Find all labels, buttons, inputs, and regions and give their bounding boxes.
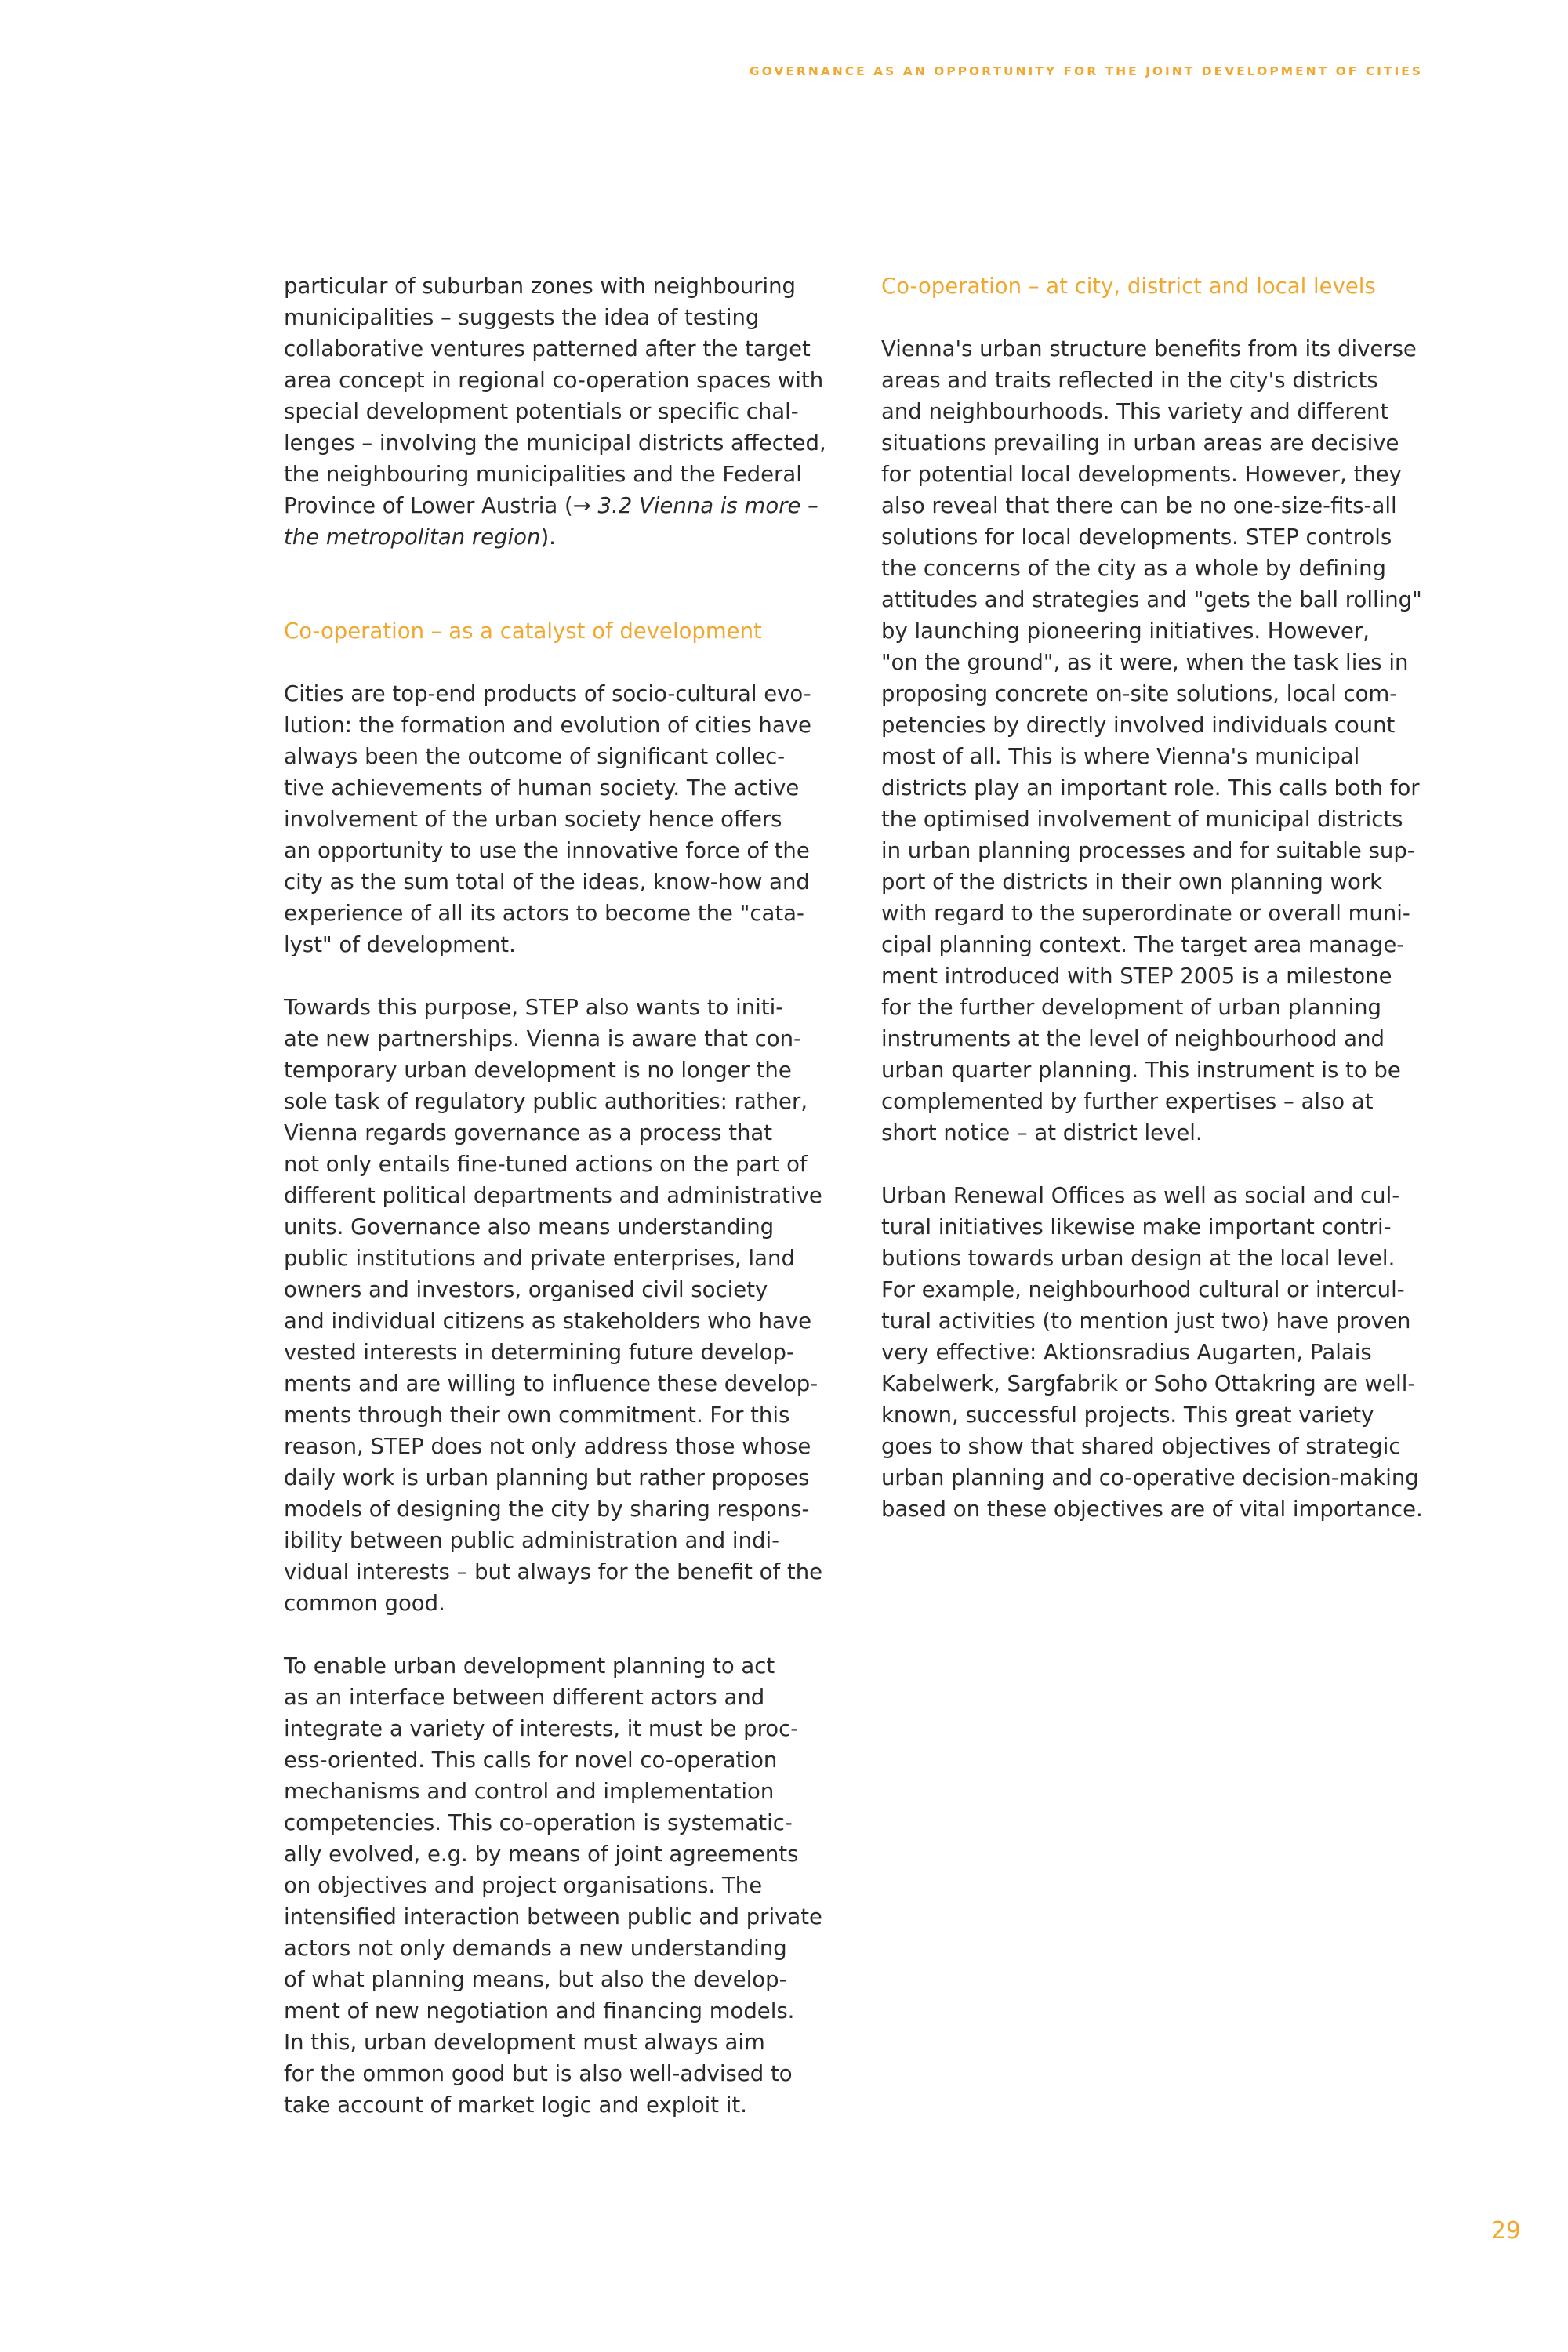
text-line: port of the districts in their own planning work — [881, 869, 1383, 895]
left-column — [284, 270, 833, 2152]
text-line: known, successful projects. This great variety — [881, 1403, 1374, 1428]
right-column — [881, 270, 1433, 1556]
text-line: municipalities – suggests the idea of testing — [284, 305, 760, 330]
cross-reference-line — [284, 521, 833, 553]
text-line: with regard to the superordinate or overall muni- — [881, 901, 1410, 926]
text-line: cipal planning context. The target area manage- — [881, 932, 1405, 957]
text-line: models of designing the city by sharing respons- — [284, 1497, 810, 1522]
text-line: ibility between public administration and indi- — [284, 1528, 780, 1553]
text-line: very effective: Aktionsradius Augarten, Palais — [881, 1340, 1372, 1365]
text-line: Vienna regards governance as a process that — [284, 1120, 773, 1145]
text-line: an opportunity to use the innovative force of the — [284, 838, 810, 863]
text-line: lution: the formation and evolution of cities have — [284, 713, 811, 738]
text-line: intensified interaction between public and private — [284, 1904, 822, 1929]
text-line: competencies. This co-operation is systematic- — [284, 1810, 793, 1835]
text-line: the neighbouring municipalities and the Federal — [284, 462, 802, 487]
text-line: urban quarter planning. This instrument is to be — [881, 1058, 1401, 1083]
text-line: area concept in regional co-operation spaces with — [284, 368, 824, 393]
text-line: Kabelwerk, Sargfabrik or Soho Ottakring are well- — [881, 1371, 1416, 1396]
text-line: daily work is urban planning but rather proposes — [284, 1465, 810, 1490]
section-heading: Co-operation – at city, district and local levels — [881, 274, 1376, 299]
text-line: temporary urban development is no longer the — [284, 1058, 792, 1083]
text-line: lyst" of development. — [284, 932, 516, 957]
text-line: take account of market logic and exploit it. — [284, 2092, 747, 2118]
text-line: sole task of regulatory public authorities: rather, — [284, 1089, 808, 1114]
text-line: experience of all its actors to become the "cata- — [284, 901, 804, 926]
text-line: complemented by further expertises – also at — [881, 1089, 1374, 1114]
text-line: "on the ground", as it were, when the task lies in — [881, 650, 1409, 675]
text-line: ment of new negotiation and financing models. — [284, 1998, 795, 2024]
text-line: vested interests in determining future develop- — [284, 1340, 794, 1365]
text-line: attitudes and strategies and "gets the ball rolling" — [881, 587, 1422, 612]
text-line: To enable urban development planning to act — [284, 1653, 775, 1679]
text-line: goes to show that shared objectives of strategic — [881, 1434, 1401, 1459]
text-line: butions towards urban design at the local level. — [881, 1246, 1396, 1271]
text-line: instruments at the level of neighbourhood and — [881, 1026, 1385, 1051]
cross-reference: → 3.2 Vienna is more – — [572, 493, 818, 518]
text-line: public institutions and private enterprises, land — [284, 1246, 795, 1271]
text-line: ments and are willing to influence these develop- — [284, 1371, 818, 1396]
text-line: based on these objectives are of vital importance. — [881, 1497, 1423, 1522]
text-line: in urban planning processes and for suitable sup- — [881, 838, 1415, 863]
body-paragraph — [284, 678, 833, 960]
text-line: of what planning means, but also the develop- — [284, 1967, 787, 1992]
text-line: units. Governance also means understanding — [284, 1214, 775, 1240]
text-line: owners and investors, organised civil society — [284, 1277, 768, 1302]
text-line: Cities are top-end products of socio-cultural evo- — [284, 681, 811, 706]
text-line: For example, neighbourhood cultural or intercul- — [881, 1277, 1405, 1302]
body-paragraph — [881, 1180, 1433, 1525]
text-line: ally evolved, e.g. by means of joint agreements — [284, 1842, 799, 1867]
section-heading: Co-operation – as a catalyst of development — [284, 619, 762, 644]
text-line: ment introduced with STEP 2005 is a milestone — [881, 964, 1392, 989]
text-line: Towards this purpose, STEP also wants to initi- — [284, 995, 784, 1020]
text-line: actors not only demands a new understanding — [284, 1936, 787, 1961]
text-line: as an interface between different actors and — [284, 1685, 765, 1710]
text-line: situations prevailing in urban areas are decisive — [881, 430, 1399, 456]
text-line: short notice – at district level. — [881, 1120, 1203, 1145]
text-line: particular of suburban zones with neighbouring — [284, 274, 796, 299]
text-fragment: ). — [540, 524, 556, 550]
text-line: collaborative ventures patterned after the target — [284, 336, 811, 361]
text-line: Vienna's urban structure benefits from its diverse — [881, 336, 1417, 361]
text-line: city as the sum total of the ideas, know-how and — [284, 869, 810, 895]
page-number: 29 — [1490, 2217, 1521, 2245]
text-line: the concerns of the city as a whole by defining — [881, 556, 1386, 581]
text-line: the optimised involvement of municipal districts — [881, 807, 1403, 832]
text-line: involvement of the urban society hence offers — [284, 807, 782, 832]
cross-reference-line — [284, 490, 833, 521]
body-paragraph — [284, 1650, 833, 2121]
text-line: solutions for local developments. STEP controls — [881, 524, 1392, 550]
text-line: lenges – involving the municipal districts affected, — [284, 430, 826, 456]
text-line: also reveal that there can be no one-size-fits-all — [881, 493, 1397, 518]
text-line: mechanisms and control and implementation — [284, 1779, 775, 1804]
text-line: integrate a variety of interests, it must be proc- — [284, 1716, 799, 1741]
text-line: In this, urban development must always aim — [284, 2030, 765, 2055]
text-fragment: Province of Lower Austria ( — [284, 493, 573, 518]
text-line: different political departments and administrative — [284, 1183, 822, 1208]
text-line: on objectives and project organisations. The — [284, 1873, 763, 1898]
text-line: always been the outcome of significant collec- — [284, 744, 786, 769]
text-line: by launching pioneering initiatives. However, — [881, 619, 1370, 644]
text-line: common good. — [284, 1591, 445, 1616]
text-line: special development potentials or specific chal- — [284, 399, 799, 424]
text-line: tural initiatives likewise make important contri- — [881, 1214, 1392, 1240]
text-line: areas and traits reflected in the city's districts — [881, 368, 1378, 393]
text-line: petencies by directly involved individuals count — [881, 713, 1396, 738]
text-line: urban planning and co-operative decision-making — [881, 1465, 1419, 1490]
text-line: Urban Renewal Offices as well as social and cul- — [881, 1183, 1400, 1208]
text-line: proposing concrete on-site solutions, local com- — [881, 681, 1398, 706]
text-line: tural activities (to mention just two) have proven — [881, 1308, 1411, 1334]
text-line: ate new partnerships. Vienna is aware that con- — [284, 1026, 801, 1051]
running-head: GOVERNANCE AS AN OPPORTUNITY FOR THE JOINT DEVELOPMENT OF CITIES — [749, 64, 1423, 78]
text-line: districts play an important role. This calls both for — [881, 775, 1420, 800]
text-line: ments through their own commitment. For this — [284, 1403, 790, 1428]
text-line: tive achievements of human society. The active — [284, 775, 800, 800]
text-line: not only entails fine-tuned actions on the part of — [284, 1152, 808, 1177]
text-line: for potential local developments. However, they — [881, 462, 1402, 487]
text-line: reason, STEP does not only address those whose — [284, 1434, 811, 1459]
intro-paragraph — [284, 270, 833, 553]
body-paragraph — [284, 992, 833, 1619]
text-line: for the ommon good but is also well-advised to — [284, 2061, 793, 2086]
text-line: for the further development of urban planning — [881, 995, 1381, 1020]
text-line: vidual interests – but always for the benefit of the — [284, 1559, 823, 1584]
text-line: and neighbourhoods. This variety and different — [881, 399, 1389, 424]
body-paragraph — [881, 333, 1433, 1149]
text-line: ess-oriented. This calls for novel co-operation — [284, 1748, 778, 1773]
text-line: most of all. This is where Vienna's municipal — [881, 744, 1360, 769]
cross-reference: the metropolitan region — [284, 524, 541, 550]
text-line: and individual citizens as stakeholders who have — [284, 1308, 812, 1334]
